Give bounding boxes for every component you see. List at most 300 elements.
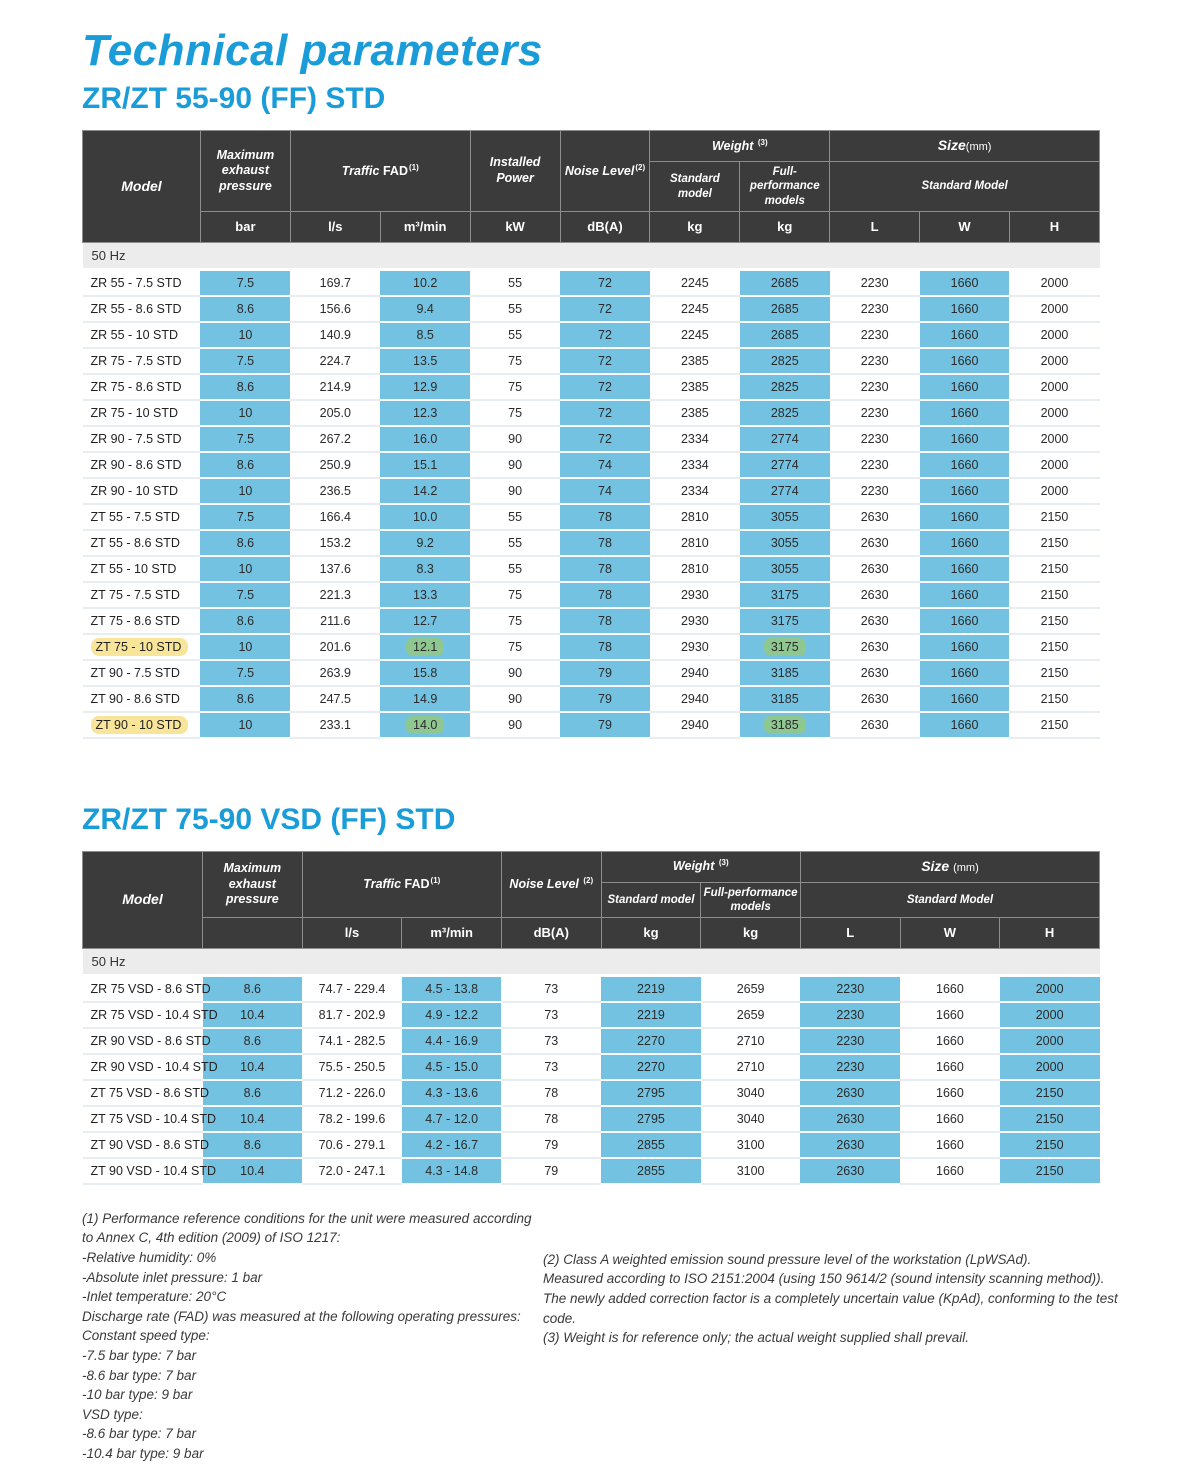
value-cell: 3175 xyxy=(740,608,830,634)
value-cell: 2270 xyxy=(601,1054,701,1080)
value-cell: 1660 xyxy=(920,426,1010,452)
model-cell: ZR 55 - 7.5 STD xyxy=(83,270,201,296)
value-cell: 78 xyxy=(560,634,650,660)
value-cell: 1660 xyxy=(900,1080,1000,1106)
value-cell: 2150 xyxy=(1009,504,1099,530)
value-cell: 2245 xyxy=(650,270,740,296)
value-cell: 2000 xyxy=(1000,1054,1100,1080)
value-cell: 2385 xyxy=(650,374,740,400)
frequency-label: 50 Hz xyxy=(83,243,1100,270)
value-cell: 2630 xyxy=(830,556,920,582)
footnote-line: -Inlet temperature: 20°C xyxy=(82,1289,227,1305)
model-cell: ZR 75 - 7.5 STD xyxy=(83,348,201,374)
table-row xyxy=(83,452,1100,478)
value-cell: 2230 xyxy=(800,1028,900,1054)
value-cell: 90 xyxy=(470,478,560,504)
value-cell: 1660 xyxy=(900,1002,1000,1028)
value-cell: 81.7 - 202.9 xyxy=(302,1002,402,1028)
value-cell: 79 xyxy=(560,712,650,738)
value-cell: 72 xyxy=(560,322,650,348)
value-cell: 2230 xyxy=(800,1054,900,1080)
value-cell: 2630 xyxy=(830,608,920,634)
model-cell: ZT 55 - 8.6 STD xyxy=(83,530,201,556)
unit-m3min: m³/min xyxy=(380,212,470,243)
value-cell: 2630 xyxy=(800,1158,900,1184)
value-cell: 3175 xyxy=(740,582,830,608)
value-cell: 263.9 xyxy=(290,660,380,686)
value-cell: 78 xyxy=(560,504,650,530)
footnote-line: -7.5 bar type: 7 bar xyxy=(82,1348,197,1364)
value-cell: 3055 xyxy=(740,530,830,556)
value-cell: 72 xyxy=(560,270,650,296)
value-cell: 1660 xyxy=(900,976,1000,1002)
value-cell: 3040 xyxy=(701,1106,801,1132)
spec-table-vsd xyxy=(82,851,1100,1185)
value-cell: 10 xyxy=(200,556,290,582)
value-cell: 2219 xyxy=(601,976,701,1002)
value-cell: 2150 xyxy=(1000,1106,1100,1132)
value-cell: 2000 xyxy=(1000,976,1100,1002)
model-cell: ZR 75 - 10 STD xyxy=(83,400,201,426)
value-cell: 2795 xyxy=(601,1106,701,1132)
model-cell: ZR 90 - 7.5 STD xyxy=(83,426,201,452)
value-cell: 2230 xyxy=(830,426,920,452)
value-cell: 2150 xyxy=(1000,1132,1100,1158)
value-cell: 2385 xyxy=(650,400,740,426)
table-row xyxy=(83,660,1100,686)
value-cell xyxy=(740,634,830,660)
value-cell: 214.9 xyxy=(290,374,380,400)
value-cell: 3100 xyxy=(701,1132,801,1158)
value-cell: 75 xyxy=(470,582,560,608)
value-cell: 1660 xyxy=(920,504,1010,530)
value-cell: 75.5 - 250.5 xyxy=(302,1054,402,1080)
value-cell: 9.2 xyxy=(380,530,470,556)
value-cell: 2630 xyxy=(800,1106,900,1132)
value-cell: 1660 xyxy=(920,296,1010,322)
value-cell: 78 xyxy=(501,1106,601,1132)
value-cell: 79 xyxy=(501,1158,601,1184)
model-cell: ZT 90 - 8.6 STD xyxy=(83,686,201,712)
model-cell: ZT 55 - 7.5 STD xyxy=(83,504,201,530)
value-cell: 90 xyxy=(470,452,560,478)
value-cell: 1660 xyxy=(920,270,1010,296)
value-cell: 15.1 xyxy=(380,452,470,478)
value-cell: 73 xyxy=(501,1002,601,1028)
value-highlight: 14.0 xyxy=(406,716,444,734)
table-row xyxy=(83,348,1100,374)
footnote-line: (3) Weight is for reference only; the actual weight supplied shall prevail. xyxy=(543,1330,969,1346)
col-header-noise-level: Noise Level$^{(2)}$ xyxy=(560,131,650,212)
value-cell: 90 xyxy=(470,712,560,738)
value-cell: 2150 xyxy=(1009,660,1099,686)
model-cell: ZT 90 VSD - 8.6 STD xyxy=(83,1132,203,1158)
model-cell: ZR 55 - 8.6 STD xyxy=(83,296,201,322)
value-cell: 2930 xyxy=(650,582,740,608)
value-cell: 236.5 xyxy=(290,478,380,504)
value-cell: 10.4 xyxy=(203,1054,303,1080)
value-cell: 201.6 xyxy=(290,634,380,660)
value-cell: 90 xyxy=(470,686,560,712)
value-cell: 8.5 xyxy=(380,322,470,348)
value-cell: 74.1 - 282.5 xyxy=(302,1028,402,1054)
value-cell: 1660 xyxy=(920,634,1010,660)
value-cell: 8.6 xyxy=(203,1028,303,1054)
unit-ls: l/s xyxy=(290,212,380,243)
value-cell: 10 xyxy=(200,634,290,660)
value-cell: 55 xyxy=(470,296,560,322)
value-cell: 4.5 - 15.0 xyxy=(402,1054,502,1080)
model-cell: ZR 55 - 10 STD xyxy=(83,322,201,348)
value-cell: 4.3 - 13.6 xyxy=(402,1080,502,1106)
value-cell: 2334 xyxy=(650,426,740,452)
value-cell: 8.6 xyxy=(200,374,290,400)
value-cell: 3055 xyxy=(740,556,830,582)
value-cell: 2270 xyxy=(601,1028,701,1054)
value-cell: 78 xyxy=(560,582,650,608)
footnotes-right xyxy=(543,1250,1132,1464)
value-cell: 4.5 - 13.8 xyxy=(402,976,502,1002)
model-cell xyxy=(83,712,201,738)
footnote-line: Constant speed type: xyxy=(82,1328,210,1344)
value-cell: 2230 xyxy=(800,976,900,1002)
footnote-line: VSD type: xyxy=(82,1406,143,1422)
value-cell: 71.2 - 226.0 xyxy=(302,1080,402,1106)
value-cell: 2334 xyxy=(650,478,740,504)
value-cell: 10.0 xyxy=(380,504,470,530)
value-cell: 1660 xyxy=(920,608,1010,634)
unit-kg-standard: kg xyxy=(650,212,740,243)
value-cell: 2334 xyxy=(650,452,740,478)
model-highlight: ZT 90 - 10 STD xyxy=(91,716,189,734)
value-cell: 1660 xyxy=(920,452,1010,478)
value-cell: 2150 xyxy=(1009,608,1099,634)
value-cell: 2930 xyxy=(650,608,740,634)
value-cell: 2940 xyxy=(650,686,740,712)
value-cell: 72.0 - 247.1 xyxy=(302,1158,402,1184)
value-cell: 78 xyxy=(560,530,650,556)
value-cell: 12.3 xyxy=(380,400,470,426)
value-cell: 2385 xyxy=(650,348,740,374)
value-cell: 78 xyxy=(560,608,650,634)
value-cell: 55 xyxy=(470,270,560,296)
table-row xyxy=(83,426,1100,452)
section2-heading: ZR/ZT 75-90 VSD (FF) STD xyxy=(82,802,456,836)
table-row xyxy=(83,1106,1100,1132)
spec-table-std xyxy=(82,130,1100,739)
value-cell: 166.4 xyxy=(290,504,380,530)
col-header-model: Model xyxy=(83,131,201,243)
value-cell: 14.2 xyxy=(380,478,470,504)
table-row xyxy=(83,322,1100,348)
model-cell: ZT 90 VSD - 10.4 STD xyxy=(83,1158,203,1184)
model-cell: ZT 55 - 10 STD xyxy=(83,556,201,582)
value-cell: 2630 xyxy=(800,1080,900,1106)
page-title: Technical parameters xyxy=(82,26,543,75)
unit-m3min: m³/min xyxy=(402,918,502,949)
value-cell: 4.7 - 12.0 xyxy=(402,1106,502,1132)
table-row xyxy=(83,478,1100,504)
value-cell: 2685 xyxy=(740,270,830,296)
value-cell: 8.6 xyxy=(203,1080,303,1106)
value-cell: 2855 xyxy=(601,1132,701,1158)
value-cell: 2825 xyxy=(740,348,830,374)
table-row xyxy=(83,582,1100,608)
footnote-line: -10 bar type: 9 bar xyxy=(82,1387,193,1403)
table-row xyxy=(83,296,1100,322)
model-cell: ZR 90 - 10 STD xyxy=(83,478,201,504)
value-cell: 2000 xyxy=(1009,270,1099,296)
model-highlight: ZT 75 - 10 STD xyxy=(91,638,189,656)
col-header-installed-power: Installed Power xyxy=(470,131,560,212)
value-cell: 2230 xyxy=(830,400,920,426)
footnote-line: (1) Performance reference conditions for the unit were measured according to Annex C, 4th edition (2009) of ISO 1217: xyxy=(82,1210,532,1246)
value-cell: 140.9 xyxy=(290,322,380,348)
value-cell: 72 xyxy=(560,374,650,400)
value-cell: 4.9 - 12.2 xyxy=(402,1002,502,1028)
value-cell: 2000 xyxy=(1009,296,1099,322)
value-cell: 74 xyxy=(560,452,650,478)
footnote-line: -10.4 bar type: 9 bar xyxy=(82,1446,204,1461)
value-cell: 2855 xyxy=(601,1158,701,1184)
value-cell: 3185 xyxy=(740,686,830,712)
value-cell: 7.5 xyxy=(200,270,290,296)
col-header-model: Model xyxy=(83,851,203,949)
value-highlight: 12.1 xyxy=(406,638,444,656)
value-cell: 79 xyxy=(560,660,650,686)
value-cell: 10.4 xyxy=(203,1106,303,1132)
col-header-noise-level: Noise Level $^{(2)}$ xyxy=(501,851,601,918)
value-cell: 7.5 xyxy=(200,504,290,530)
value-cell: 2150 xyxy=(1009,556,1099,582)
table-row xyxy=(83,686,1100,712)
value-cell: 74.7 - 229.4 xyxy=(302,976,402,1002)
value-cell: 10 xyxy=(200,322,290,348)
value-cell: 1660 xyxy=(920,686,1010,712)
value-cell xyxy=(380,634,470,660)
value-cell: 2630 xyxy=(830,504,920,530)
value-cell: 55 xyxy=(470,322,560,348)
table-row xyxy=(83,712,1100,738)
value-cell: 1660 xyxy=(900,1132,1000,1158)
value-cell: 7.5 xyxy=(200,582,290,608)
value-cell: 2795 xyxy=(601,1080,701,1106)
value-cell: 75 xyxy=(470,374,560,400)
value-cell: 1660 xyxy=(900,1054,1000,1080)
value-cell: 2245 xyxy=(650,296,740,322)
value-cell: 2810 xyxy=(650,556,740,582)
value-cell: 2810 xyxy=(650,504,740,530)
model-cell: ZR 75 VSD - 10.4 STD xyxy=(83,1002,203,1028)
table-row xyxy=(83,1002,1100,1028)
value-cell: 2810 xyxy=(650,530,740,556)
value-cell: 70.6 - 279.1 xyxy=(302,1132,402,1158)
value-cell: 2230 xyxy=(830,374,920,400)
value-cell: 221.3 xyxy=(290,582,380,608)
footnote-line: -Relative humidity: 0% xyxy=(82,1250,217,1266)
value-cell: 2774 xyxy=(740,452,830,478)
value-cell: 1660 xyxy=(920,556,1010,582)
value-cell: 2630 xyxy=(830,660,920,686)
value-cell: 3100 xyxy=(701,1158,801,1184)
value-cell: 2000 xyxy=(1009,452,1099,478)
unit-kw: kW xyxy=(470,212,560,243)
value-cell: 79 xyxy=(501,1132,601,1158)
value-cell: 2230 xyxy=(830,270,920,296)
value-cell: 15.8 xyxy=(380,660,470,686)
value-cell: 2774 xyxy=(740,478,830,504)
footnote-line: (2) Class A weighted emission sound pressure level of the workstation (LpWSAd). xyxy=(543,1251,1032,1267)
table-row xyxy=(83,1054,1100,1080)
value-cell: 1660 xyxy=(900,1028,1000,1054)
table-row xyxy=(83,374,1100,400)
value-cell: 8.6 xyxy=(203,976,303,1002)
value-cell: 153.2 xyxy=(290,530,380,556)
value-cell: 2150 xyxy=(1009,582,1099,608)
value-cell xyxy=(380,712,470,738)
value-cell: 2150 xyxy=(1009,530,1099,556)
value-cell: 2230 xyxy=(830,452,920,478)
value-cell: 72 xyxy=(560,400,650,426)
model-cell: ZT 75 - 8.6 STD xyxy=(83,608,201,634)
value-cell: 73 xyxy=(501,976,601,1002)
value-cell: 2630 xyxy=(830,634,920,660)
table-row xyxy=(83,504,1100,530)
footnote-line: -8.6 bar type: 7 bar xyxy=(82,1367,197,1383)
value-cell: 2630 xyxy=(830,712,920,738)
value-cell: 1660 xyxy=(920,478,1010,504)
value-cell: 90 xyxy=(470,660,560,686)
value-cell: 169.7 xyxy=(290,270,380,296)
value-cell: 13.3 xyxy=(380,582,470,608)
value-cell: 2000 xyxy=(1009,478,1099,504)
value-cell: 1660 xyxy=(900,1158,1000,1184)
value-cell: 2630 xyxy=(830,530,920,556)
unit-l: L xyxy=(830,212,920,243)
value-cell: 1660 xyxy=(920,322,1010,348)
value-cell: 7.5 xyxy=(200,348,290,374)
value-cell: 1660 xyxy=(920,530,1010,556)
value-cell: 2230 xyxy=(830,348,920,374)
value-cell: 2825 xyxy=(740,374,830,400)
value-cell: 75 xyxy=(470,348,560,374)
value-cell: 7.5 xyxy=(200,426,290,452)
value-cell: 3185 xyxy=(740,660,830,686)
value-cell: 2710 xyxy=(701,1054,801,1080)
value-cell: 1660 xyxy=(920,660,1010,686)
value-cell: 9.4 xyxy=(380,296,470,322)
table-row xyxy=(83,400,1100,426)
value-cell: 3040 xyxy=(701,1080,801,1106)
value-cell: 137.6 xyxy=(290,556,380,582)
value-cell: 2710 xyxy=(701,1028,801,1054)
value-cell: 1660 xyxy=(920,582,1010,608)
value-cell: 74 xyxy=(560,478,650,504)
table-row xyxy=(83,1080,1100,1106)
value-cell: 16.0 xyxy=(380,426,470,452)
unit-bar: bar xyxy=(200,212,290,243)
value-cell: 2150 xyxy=(1000,1080,1100,1106)
value-cell: 8.6 xyxy=(200,608,290,634)
col-header-pressure: Maximum exhaust pressure xyxy=(200,131,290,212)
value-cell: 224.7 xyxy=(290,348,380,374)
model-cell: ZT 75 VSD - 10.4 STD xyxy=(83,1106,203,1132)
value-cell: 2774 xyxy=(740,426,830,452)
value-cell: 2000 xyxy=(1009,400,1099,426)
unit-h: H xyxy=(1000,918,1100,949)
value-highlight: 3175 xyxy=(764,638,806,656)
footnote-line: -Absolute inlet pressure: 1 bar xyxy=(82,1269,263,1285)
unit-ls: l/s xyxy=(302,918,402,949)
value-cell: 2230 xyxy=(830,296,920,322)
model-cell: ZR 75 VSD - 8.6 STD xyxy=(83,976,203,1002)
value-cell: 211.6 xyxy=(290,608,380,634)
unit-l: L xyxy=(800,918,900,949)
model-cell: ZR 75 - 8.6 STD xyxy=(83,374,201,400)
value-cell: 2000 xyxy=(1000,1028,1100,1054)
unit-blank xyxy=(203,918,303,949)
frequency-band xyxy=(83,243,1100,270)
value-cell: 2000 xyxy=(1009,374,1099,400)
unit-kg-full: kg xyxy=(740,212,830,243)
value-cell: 8.6 xyxy=(203,1132,303,1158)
table-row xyxy=(83,634,1100,660)
footnote-line: The newly added correction factor is a completely uncertain value (KpAd), conforming to the test code. xyxy=(543,1291,1118,1326)
col-header-traffic-fad: Traffic FAD$^{(1)}$ xyxy=(290,131,470,212)
col-header-traffic-fad: Traffic FAD$^{(1)}$ xyxy=(302,851,501,918)
col-header-size: Size (mm) xyxy=(800,851,1099,882)
model-cell xyxy=(83,634,201,660)
value-cell: 2659 xyxy=(701,1002,801,1028)
footnotes xyxy=(82,1209,1132,1464)
value-cell: 1660 xyxy=(920,400,1010,426)
value-cell: 2150 xyxy=(1009,634,1099,660)
value-cell: 4.3 - 14.8 xyxy=(402,1158,502,1184)
col-header-weight: Weight $^{(3)}$ xyxy=(650,131,830,162)
value-cell: 14.9 xyxy=(380,686,470,712)
value-cell: 10.4 xyxy=(203,1002,303,1028)
value-cell: 2219 xyxy=(601,1002,701,1028)
value-cell: 2150 xyxy=(1009,686,1099,712)
value-cell: 8.6 xyxy=(200,686,290,712)
value-cell: 1660 xyxy=(920,712,1010,738)
unit-h: H xyxy=(1009,212,1099,243)
footnotes-left xyxy=(82,1209,543,1464)
value-cell: 1660 xyxy=(920,348,1010,374)
value-cell: 72 xyxy=(560,426,650,452)
col-header-pressure: Maximum exhaust pressure xyxy=(203,851,303,918)
model-cell: ZR 90 VSD - 10.4 STD xyxy=(83,1054,203,1080)
unit-kg-standard: kg xyxy=(601,918,701,949)
table-row xyxy=(83,1158,1100,1184)
col-header-weight-full: Full-performance models xyxy=(740,162,830,212)
value-cell: 233.1 xyxy=(290,712,380,738)
value-cell: 2230 xyxy=(800,1002,900,1028)
value-cell: 10 xyxy=(200,400,290,426)
value-cell: 247.5 xyxy=(290,686,380,712)
unit-kg-full: kg xyxy=(701,918,801,949)
col-header-weight: Weight $^{(3)}$ xyxy=(601,851,800,882)
value-cell: 2630 xyxy=(830,686,920,712)
value-cell: 2940 xyxy=(650,712,740,738)
table-row xyxy=(83,530,1100,556)
value-cell: 2825 xyxy=(740,400,830,426)
value-cell: 2000 xyxy=(1009,348,1099,374)
table-row xyxy=(83,556,1100,582)
model-cell: ZR 90 VSD - 8.6 STD xyxy=(83,1028,203,1054)
col-header-weight-standard: Standard model xyxy=(650,162,740,212)
table-row xyxy=(83,1028,1100,1054)
